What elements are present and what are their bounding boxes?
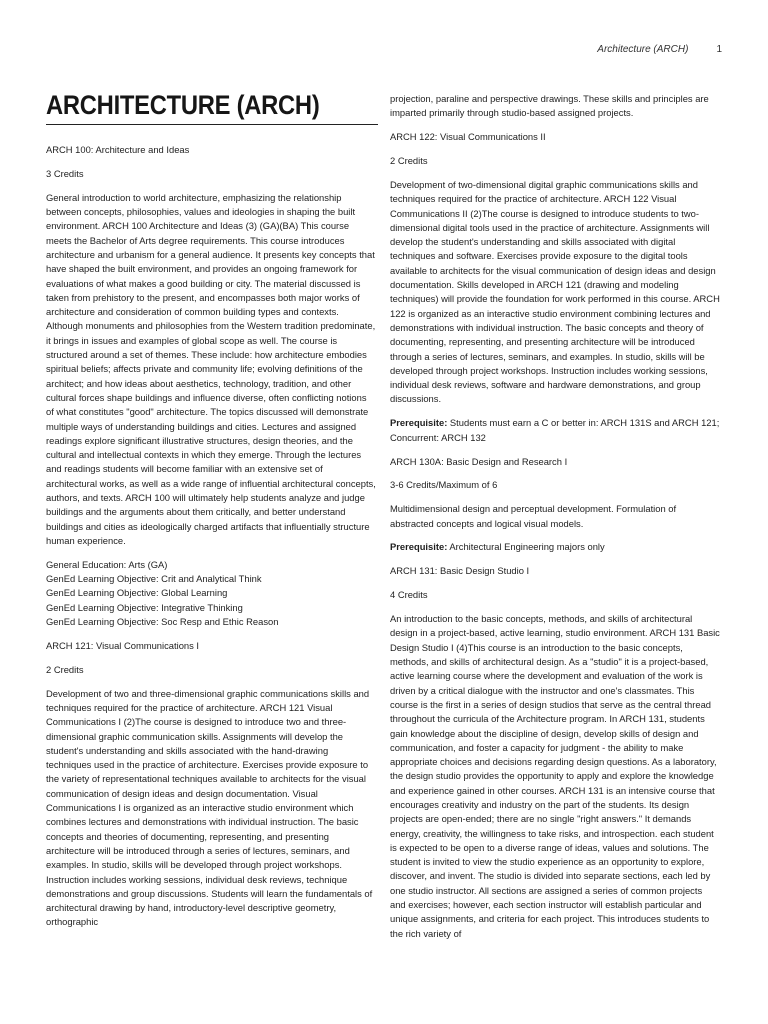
right-column (390, 92, 720, 951)
objective-item: GenEd Learning Objective: Crit and Analytical Think (46, 573, 262, 585)
course-description: Multidimensional design and perceptual development. Formulation of abstracted concepts and logical visual models. (390, 503, 677, 529)
course-heading: ARCH 131: Basic Design Studio I (390, 565, 530, 577)
course-arch-122 (390, 130, 720, 445)
course-arch-130a (390, 455, 720, 555)
course-prerequisite (390, 416, 720, 445)
objective-item: GenEd Learning Objective: Integrative Thinking (46, 601, 243, 613)
course-prerequisite (390, 540, 720, 554)
course-credits: 2 Credits (46, 663, 84, 675)
running-title: Architecture (ARCH) (597, 44, 689, 55)
course-arch-121 (46, 639, 376, 930)
title-rule (46, 124, 378, 125)
course-description: An introduction to the basic concepts, methods, and skills of architectural design in a project-based, active learning, studio environment. ARCH 131 Basic Design Studio I (4)This course is an introduction to the basic concepts, methods, and skills of architectural design. As a "studio" it is a project-based, active learning course where the development and evaluation of the work is driven by a critical dialogue with the instructor and one's classmates. This course is the first in a series of design studios that serve as the central thread throughout the curricula of the Architecture program. In ARCH 131, students gain knowledge about the discipline of design, develop skills of design and communication, and foster a capacity for judgment - the ability to make appropriate choices and decisions regarding design questions. As a laboratory, the design studio provides the opportunity to apply and explore the knowledge and experience gained in other courses. ARCH 131 is an intensive course that encourages creativity and industry on the part of the students. Its design projects are open-ended; there are no single "right answers." It demands energy, creativity, the willingness to take risks, and introspection. each student is expected to be open to a diverse range of ideas, values and solutions. The student is invited to view the studio experience as an opportunity to explore, discover, and invent. The studio is divided into separate sections, each led by one studio instructor. All sections are assigned a series of common projects and exercises; however, each section instructor will establish particular and unique assignments, and criteria for each project. This introduces students to the rich variety of (390, 613, 720, 939)
prerequisite-label: Prerequisite: (390, 541, 448, 553)
course-description: General introduction to world architecture, emphasizing the relationship between concepts, philosophies, values and ideologies in shaping the built environment. ARCH 100 Architecture and Ideas (3) (GA)(BA) This course meets the Bachelor of Arts degree requirements. This course introduces architecture and urbanism for a general audience. It presents key concepts that have shaped the built environment, and provides an ongoing framework for evaluations of what makes a good building or city. The material discussed is taken from prehistory to the present, and encompasses both major works of architecture and consideration of common building types and contexts. Although monuments and philosophies from the Western tradition predominate, it brings in issues and examples of global scope as well. The course is structured around a set of themes. These include: how architecture embodies spiritual beliefs; affects private and community life; evolving definitions of the architect; and how ideas about aesthetics, technology, tradition, and other cultural forces shape buildings and influence diverse, often conflicting notions of what constitutes "good" architecture. The topics discussed will demonstrate multiple ways of understanding buildings and cities. Lectures and assigned readings explore significant illustrative structures, design theories, and the cultural and intellectual contexts in which they emerge. Through the lectures and readings students will become familiar with an extensive set of architectural works, as well as a wide range of influential architectural concepts, authors, and texts. ARCH 100 will ultimately help students analyze and judge buildings and the arguments about them critically, and better understand buildings and cities as ideologically charged artifacts that influentially structure human experience. (46, 191, 376, 546)
course-description-continued: projection, paraline and perspective drawings. These skills and principles are imparted primarily through studio-based assigned projects. (390, 93, 709, 119)
prerequisite-text: Students must earn a C or better in: ARCH 131S and ARCH 121; Concurrent: ARCH 132 (390, 417, 720, 443)
course-credits: 3 Credits (46, 167, 84, 179)
course-description: Development of two and three-dimensional graphic communications skills and techniques required for the practice of architecture. ARCH 121 Visual Communications I (2)The course is designed to introduce two and three-dimensional graphic communication skills. Assignments will develop the student's understanding and skills associated with the hand-drawing techniques used in the practice of architecture. Exercises provide exposure to the variety of representational techniques available to architects for the visual communication of design ideas and design documentation. Visual Communications I is organized as an interactive studio environment which combines lectures and demonstrations with individual instruction. The basic concepts and theories of documenting, representing, and presenting architecture will be introduced through a series of lectures, seminars, and examples. In studio, skills will be developed through project workshops. Instruction includes working sessions, individual desk reviews, technique demonstrations and group discussions. Students will learn the fundamentals of architectural drawing by hand, introductory-level descriptive geometry, orthographic (46, 687, 373, 928)
objective-item: GenEd Learning Objective: Soc Resp and Ethic Reason (46, 615, 279, 627)
objective-item: General Education: Arts (GA) (46, 558, 168, 570)
course-heading: ARCH 130A: Basic Design and Research I (390, 455, 568, 467)
gened-objectives (46, 558, 376, 629)
left-column (46, 90, 376, 939)
course-arch-100 (46, 143, 376, 629)
prerequisite-text: Architectural Engineering majors only (447, 541, 605, 553)
course-heading: ARCH 121: Visual Communications I (46, 639, 200, 651)
course-heading: ARCH 100: Architecture and Ideas (46, 144, 190, 155)
course-credits: 4 Credits (390, 589, 428, 601)
page-title: ARCHITECTURE (ARCH) (46, 90, 320, 120)
course-arch-131 (390, 564, 720, 941)
objective-item: GenEd Learning Objective: Global Learning (46, 587, 228, 599)
course-credits: 2 Credits (390, 155, 428, 167)
running-header (597, 44, 722, 55)
page-number: 1 (716, 44, 722, 55)
prerequisite-label: Prerequisite: (390, 417, 448, 429)
course-description: Development of two-dimensional digital graphic communications skills and techniques required for the practice of architecture. ARCH 122 Visual Communications II (2)The course is designed to introduce students to two-dimensional digital tools used in the practice of architecture. Assignments will develop the student's understanding and skills associated with digital techniques and software. Exercises provide exposure to the digital tools available to architects for the visual communication of design ideas and design documentation. Skills developed in ARCH 121 (drawing and modeling techniques) will provide the foundation for work performed in this course. ARCH 122 is organized as an interactive studio environment combining lectures and demonstrations with individual instruction. The basic concepts and theory of documenting, representing, and presenting architecture will be introduced through a series of lectures, seminars, and examples. In studio, skills will be developed through project workshops. Instruction includes working sessions, individual desk reviews, software and hardware demonstrations, and group discussions. (390, 178, 720, 405)
course-credits: 3-6 Credits/Maximum of 6 (390, 479, 498, 491)
course-heading: ARCH 122: Visual Communications II (390, 131, 546, 143)
